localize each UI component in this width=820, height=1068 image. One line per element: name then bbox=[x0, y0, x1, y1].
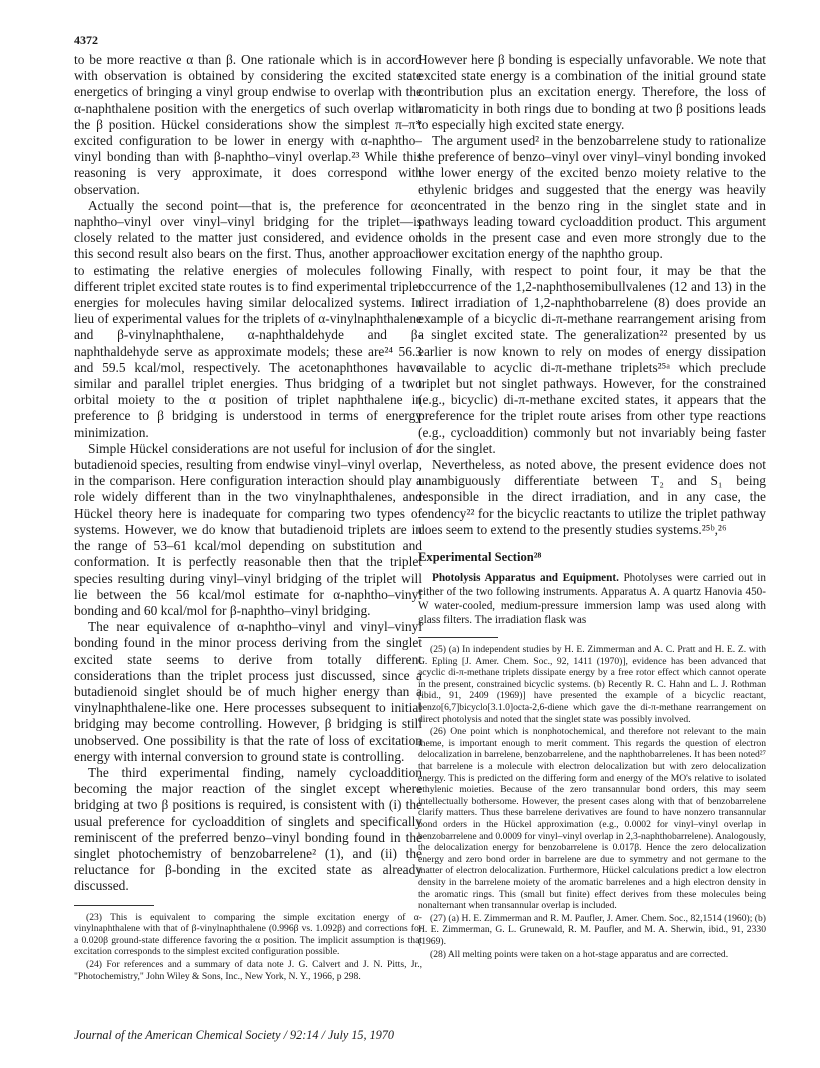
body-paragraph: to be more reactive α than β. One rationale which is in accord with observation is obtained by considering the excited state energetics of bringing a vinyl group endwise to overlap with the α-naphthalene position with the energetics of such overlap with the β position. Hückel considerations show the simplest π–π* excited configuration to be lower in energy with α-naphtho–vinyl bonding than with β-naphtho–vinyl overlap.²³ While this reasoning is very approximate, it does correspond with observation. bbox=[74, 52, 422, 197]
left-column bbox=[74, 52, 422, 983]
right-column bbox=[418, 52, 766, 961]
body-paragraph: Simple Hückel considerations are not useful for inclusion of a butadienoid species, resulting from endwise vinyl–vinyl overlap, in the comparison. Here configuration interaction should play a role widely different than in the two vinylnaphthalenes, and Hückel theory here is inadequate for comparing two types of systems. However, we do know that butadienoid triplets are in the range of 53–61 kcal/mol depending on substitution and conformation. It is perfectly reasonable then that the triplet species resulting during vinyl–vinyl bridging of the triplet will lie between the 56 kcal/mol estimate for α-naphtho–vinyl bonding and 60 kcal/mol for β-naphtho–vinyl bridging. bbox=[74, 440, 422, 618]
section-heading: Experimental Section²⁸ bbox=[418, 550, 542, 565]
body-paragraph: Finally, with respect to point four, it may be that the occurrence of the 1,2-naphthosemibullvalenes (12 and 13) in the direct irradiation of 1,2-naphthobarrelene (8) does provide an example of a bicyclic di-π-methane rearrangement arising from a singlet excited state. The generalization²² presented by us earlier is now known to rely on modes of energy dissipation available to acyclic di-π-methane triplets²⁵ᵃ which preclude triplet but not singlet pathways. However, for the constrained (e.g., bicyclic) di-π-methane excited states, it appears that the preference for the triplet route arises from other type reactions (e.g., cycloaddition) commonly but not invariably being faster for the singlet. bbox=[418, 262, 766, 456]
footnote-rule bbox=[74, 905, 154, 906]
experimental-text: Photolyses were carried out in either of the two following instruments. Apparatus A. A quartz Hanovia 450-W water-cooled, medium-pressure immersion lamp was used along with glass filters. The irradiation flask was bbox=[418, 572, 766, 627]
body-paragraph: Actually the second point—that is, the preference for α-naphtho–vinyl over vinyl–vinyl bridging for the triplet—is closely related to the matter just considered, and evidence on this second result also bears on the first. Thus, another approach to estimating the relative energies of molecules following different triplet excited state routes is to find experimental triplet energies for molecules having similar delocalized systems. In lieu of experimental values for the triplets of α-vinylnaphthalene and β-vinylnaphthalene, α-naphthaldehyde and β-naphthaldehyde serve as approximate models; these are²⁴ 56.3 and 59.5 kcal/mol, respectively. The acetonaphthones have similar and parallel triplet energies. Thus bridging of a two orbital moiety to the α position of triplet naphthalene in preference to β bridging is understood in terms of energy minimization. bbox=[74, 197, 422, 440]
body-paragraph: The argument used² in the benzobarrelene study to rationalize the preference of benzo–vinyl over vinyl–vinyl bonding invoked the lower energy of the excited benzo moiety relative to the ethylenic bridges and suggested that the energy was heavily concentrated in the benzo ring in the singlet state and in pathways leading toward cycloaddition product. This argument holds in the present case and even more strongly due to the lower excitation energy of the naphtho group. bbox=[418, 133, 766, 262]
run-in-heading: Photolysis Apparatus and Equipment. bbox=[432, 572, 619, 585]
body-paragraph: However here β bonding is especially unfavorable. We note that excited state energy is a combination of the initial ground state contribution plus an excitation energy. Therefore, the loss of aromaticity in both rings due to bonding at two β positions leads to especially high excited state energy. bbox=[418, 52, 766, 132]
body-paragraph: The third experimental finding, namely cycloaddition becoming the major reaction of the singlet except where bridging at two β positions is required, is consistent with (i) the usual preference for cycloaddition of singlets and specifically reminiscent of the preferred benzo–vinyl bonding found in the singlet photochemistry of benzobarrelene² (1), and (ii) the reluctance for β-bonding in the excited state as already discussed. bbox=[74, 764, 422, 894]
footnote: (23) This is equivalent to comparing the simple excitation energy of α-vinylnaphthalene with that of β-vinylnaphthalene (0.996β vs. 1.092β) and corrections for a 0.020β ground-state difference favoring the α position. The implicit assumption is that excitation corresponds to the simplest excited configuration possible. bbox=[74, 911, 422, 958]
footnote-rule bbox=[418, 637, 498, 638]
page-number: 4372 bbox=[74, 33, 98, 47]
experimental-paragraph bbox=[418, 571, 766, 627]
journal-footer: Journal of the American Chemical Society / 92:14 / July 15, 1970 bbox=[74, 1028, 394, 1042]
footnote: (25) (a) In independent studies by H. E. Zimmerman and A. C. Pratt and H. E. Z. with G. Epling [J. Amer. Chem. Soc., 92, 1411 (1970)], evidence has been advanced that acyclic di-π-methane triplets dissipate energy by a free rotor effect which cannot operate in the present, constrained bicyclic systems. (b) Recently R. C. Hahn and L. J. Rothman [ibid., 91, 2409 (1969)] have presented the example of a bicyclic reactant, benzo[6,7]bicyclo[3.1.0]octa-2,6-diene which gave the di-π-methane rearrangement on direct photolysis and noted that the singlet state was possibly involved. bbox=[418, 644, 766, 725]
body-paragraph: The near equivalence of α-naphtho–vinyl and vinyl–vinyl bonding found in the minor process deriving from the singlet excited state seems to derive from totally different considerations than the triplet process just discussed, since a butadienoid singlet should be of much higher energy than a vinylnaphthalene-like one. Here processes subsequent to initial bridging may become controlling. However, β bridging is still unobserved. One possibility is that the rate of loss of excitation energy with internal conversion to ground state is controlling. bbox=[74, 619, 422, 764]
footnote: (27) (a) H. E. Zimmerman and R. M. Paufler, J. Amer. Chem. Soc., 82,1514 (1960); (b) H. E. Zimmerman, G. L. Grunewald, R. M. Paufler, and M. A. Sherwin, ibid., 91, 2330 (1969). bbox=[418, 912, 766, 947]
footnote: (24) For references and a summary of data note J. G. Calvert and J. N. Pitts, Jr., "Photochemistry," John Wiley & Sons, Inc., New York, N. Y., 1966, p 298. bbox=[74, 958, 422, 982]
footnote: (26) One point which is nonphotochemical, and therefore not relevant to the main theme, is important enough to merit comment. This regards the question of electron delocalization in barrelene, benzobarrelene, and the naphthobarrelenes. It has been noted²⁷ that barrelene is a molecule with electron delocalization but with zero delocalization energy. This is predicted on the differing form and energy of the MO's relative to isolated ethylenic moieties. Because of the zero transannular bond orders, this may seem intellectually bothersome. However, the present cases along with that of benzobarrelene clarify matters. Thus these barrelene derivatives are found to have nonzero transannular bond orders in the Hückel approximation (e.g., 0.0002 for vinyl–vinyl overlap in benzobarrelene and 0.0009 for vinyl–vinyl overlap in 2,3-naphthobarrelene). Analogously, the delocalization energy for benzobarrelene is 0.017β. Hence the zero delocalization energy and zero bond order in barrelene are due to symmetry and not germane to the matter of electron delocalization. Furthermore, Hückel calculations predict a low electron density in the barrelene moiety of the aromatic barrelenes and a high electron density in the aromatic rings. This (small but finite) effect derives from these molecules being nonalternant when transannular overlap is included. bbox=[418, 726, 766, 912]
footnote: (28) All melting points were taken on a hot-stage apparatus and are corrected. bbox=[430, 948, 729, 960]
body-paragraph: Nevertheless, as noted above, the present evidence does not unambiguously differentiate between T₂ and S₁ being responsible in the direct irradiation, and in any case, the tendency²² for the bicyclic reactants to utilize the triplet pathway does seem to extend to the presently studies systems.²⁵ᵇ,²⁶ bbox=[418, 457, 766, 537]
